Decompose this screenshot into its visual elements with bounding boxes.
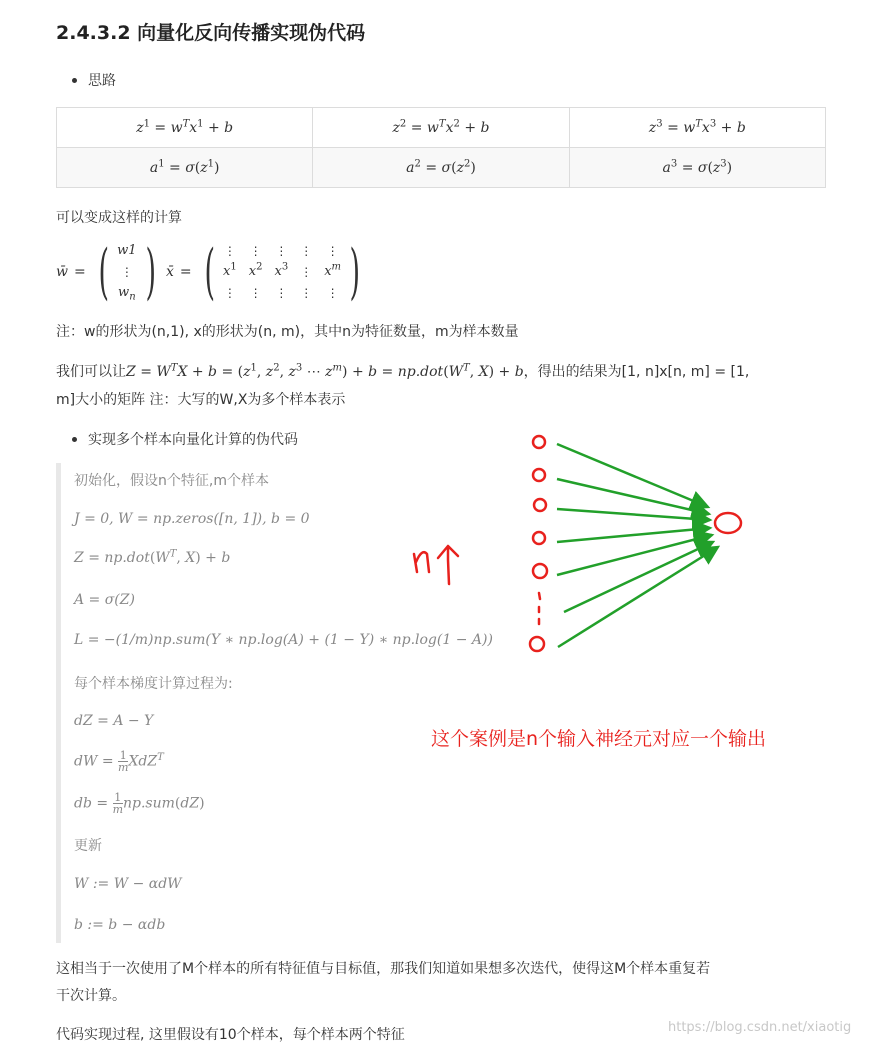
arrow-7 [558, 547, 718, 647]
bullet-dot [72, 437, 77, 442]
table-cell-z1: $z^1 = w^Tx^1 + b$ [57, 108, 313, 148]
output-neuron [715, 513, 741, 533]
arrow-2 [557, 479, 709, 514]
input-neuron-4 [533, 532, 545, 544]
paragraph-transform: 可以变成这样的计算 [56, 210, 182, 226]
pseudo-grad-title: 每个样本梯度计算过程为: [74, 676, 233, 692]
paragraph-equiv-line1: 这相当于一次使用了M个样本的所有特征值与目标值，那我们知道如果想多次迭代，使得这M个样本重复若 [56, 961, 711, 977]
paragraph-code: 代码实现过程, 这里假设有10个样本，每个样本两个特征 [56, 1027, 405, 1043]
input-neuron-1 [533, 436, 545, 448]
table-cell-z2: $z^2 = w^Tx^2 + b$ [313, 108, 569, 148]
bullet-idea: 思路 [88, 73, 116, 89]
input-neuron-5 [533, 564, 547, 578]
pseudo-line-dw: dW = $\frac{1}{m}$ XdZ$^T$ [74, 749, 164, 774]
vector-matrix-formula: w̄ = ( w1 ⋮ $w_n$ ) x̄ = ( ⋮ $x^1$ ⋮ ⋮ $x^2$ ⋮ ⋮ $x^3$ ⋮ ⋮ ⋮ ⋮ ⋮ $x^m$ ⋮ ) [56, 237, 360, 307]
section-title: 2.4.3.2 向量化反向传播实现伪代码 [56, 22, 366, 44]
arrow-4 [557, 528, 710, 542]
ellipsis-dots [539, 593, 540, 624]
pseudo-line-a: A = σ(Z) [74, 592, 135, 608]
table-cell-z3: $z^3 = w^Tx^3 + b$ [569, 108, 825, 148]
bullet-pseudo: 实现多个样本向量化计算的伪代码 [88, 432, 298, 448]
annotation-n-handwritten [408, 540, 468, 590]
input-neuron-6 [530, 637, 544, 651]
table-cell-a1: $a^1 = \sigma(z^1)$ [57, 148, 313, 188]
watermark: https://blog.csdn.net/xiaotig [668, 1020, 852, 1035]
pseudo-line-dz: dZ = A − Y [74, 713, 154, 729]
table-cell-a3: $a^3 = \sigma(z^3)$ [569, 148, 825, 188]
input-neuron-3 [534, 499, 546, 511]
pseudo-line-z: $Z = np.dot(W^T$, X) + b [74, 548, 231, 566]
paragraph-we-can-line2: m]大小的矩阵 注：大写的W,X为多个样本表示 [56, 392, 346, 408]
input-neuron-2 [533, 469, 545, 481]
arrow-3 [557, 509, 710, 520]
paragraph-equiv-line2: 干次计算。 [56, 988, 126, 1004]
arrow-6 [564, 542, 713, 612]
paragraph-we-can: 我们可以让$Z = W^TX + b = (z^1$, $z^2$, $z^3$ ⋯ $z^m) + b = np.dot(W^T$, X) + b，得出的结果为[1, n]x[n, m] = [1, [56, 362, 750, 380]
pseudo-line-loss: L = −(1/m)np.sum(Y ∗ np.log(A) + (1 − Y) ∗ np.log(1 − A)) [74, 632, 493, 648]
bullet-dot [72, 78, 77, 83]
pseudo-update: 更新 [74, 838, 102, 854]
blockquote-bar [56, 463, 61, 943]
table-cell-a2: $a^2 = \sigma(z^2)$ [313, 148, 569, 188]
pseudo-init: 初始化，假设n个特征,m个样本 [74, 473, 269, 489]
annotation-case: 这个案例是n个输入神经元对应一个输出 [431, 728, 767, 750]
note-shape: 注：w的形状为(n,1), x的形状为(n, m)，其中n为特征数量，m为样本数量 [56, 324, 519, 340]
pseudo-line-init-vars: J = 0, W = np.zeros([n, 1]), b = 0 [74, 511, 310, 527]
pseudo-line-db: db = $\frac{1}{m}$ np.sum(dZ) [74, 791, 205, 816]
formula-table [56, 107, 826, 188]
pseudo-line-b-update: b := b − αdb [74, 917, 166, 933]
pseudo-line-w-update: W := W − αdW [74, 876, 182, 892]
